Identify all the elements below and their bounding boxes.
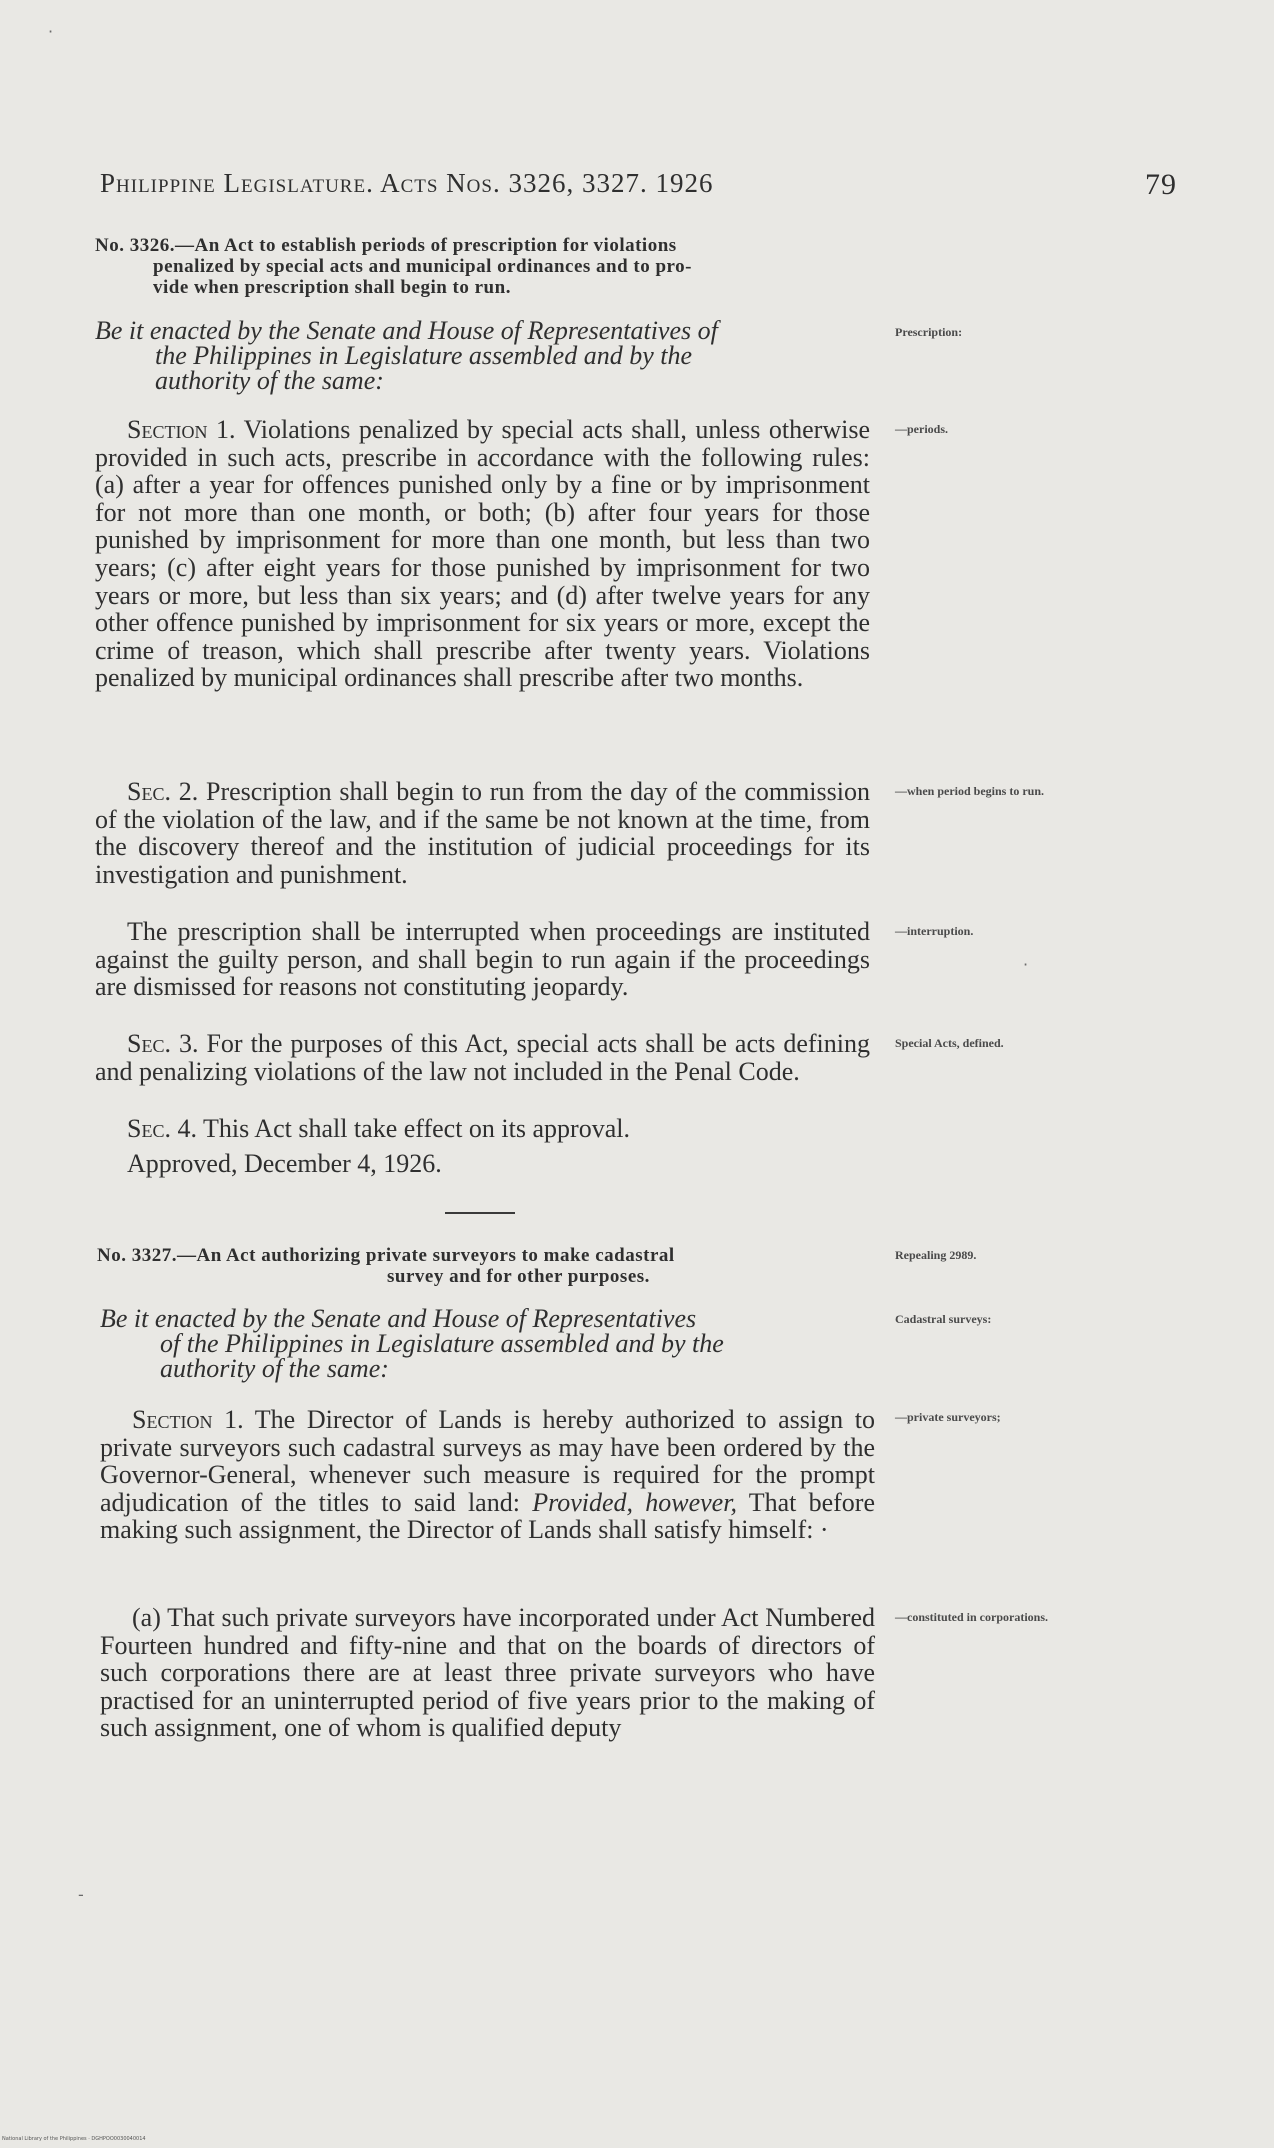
margin-note-when-begins: —when period begins to run. (895, 784, 1045, 798)
act-3327-section-1 (100, 1406, 875, 1544)
section-divider (445, 1212, 515, 1214)
margin-note-special-acts: Special Acts, defined. (895, 1036, 1004, 1050)
act-3326-title-line3: vide when prescription shall begin to run. (153, 277, 511, 298)
section-label: Sec. 2. (127, 777, 199, 806)
act-3326-section-1 (95, 416, 870, 692)
section-label: Sec. 4. (127, 1114, 197, 1143)
section-text-a: The Director of Lands is hereby authorized to assign to private surveyors such cadastral surveys as may have been ordered by the Governor-General, whenever such measure is required for the prompt adjudication of the titles to said land: (100, 1405, 875, 1517)
act-3326-section-2 (95, 778, 870, 888)
act-3326-title-line2: penalized by special acts and municipal ordinances and to pro- (153, 256, 692, 277)
act-3327-title-line2: survey and for other purposes. (387, 1266, 650, 1287)
act-3327-enact-line1: Be it enacted by the Senate and House of Representatives (100, 1304, 697, 1333)
section-label: Sec. 3. (127, 1029, 199, 1058)
act-3326-enact-line3: authority of the same: (155, 366, 384, 395)
act-3327-title-line1: No. 3327.—An Act authorizing private surveyors to make cadastral (97, 1245, 675, 1266)
act-3327-enacting-clause (100, 1306, 875, 1381)
section-text-b: That before making such assignment, the Director of Lands shall satisfy himself: · (100, 1487, 875, 1545)
scan-speck: · (1023, 955, 1029, 974)
margin-note-constituted: —constituted in corporations. (895, 1610, 1048, 1624)
section-label: Section 1. (127, 415, 236, 444)
act-3326-enact-line2: the Philippines in Legislature assembled and by the (155, 341, 693, 370)
act-3327-paragraph-a: (a) That such private surveyors have incorporated under Act Numbered Fourteen hundred and fifty-nine and that on the boards of directors of such corporations there are at least three private surveyors who have practised for an uninterrupted period of five years prior to the making of such assignment, one of whom is qualified deputy (100, 1603, 875, 1743)
section-text: This Act shall take effect on its approval. (196, 1114, 630, 1143)
act-3327-enact-line2: of the Philippines in Legislature assembled and by the (160, 1329, 724, 1358)
margin-note-interruption: —interruption. (895, 924, 974, 938)
margin-note-cadastral: Cadastral surveys: (895, 1312, 992, 1326)
act-3326-section-3 (95, 1030, 870, 1085)
section-label: Section 1. (132, 1405, 244, 1434)
scan-speck: · (48, 22, 54, 41)
act-3326-approved: Approved, December 4, 1926. (127, 1149, 442, 1178)
scan-speck: - (78, 1885, 84, 1904)
running-title: Philippine Legislature. Acts Nos. 3326, 3327. 1926 (100, 168, 714, 198)
act-3326-interruption-paragraph: The prescription shall be interrupted when proceedings are instituted against the guilty person, and shall begin to run again if the proceedings are dismissed for reasons not constituting jeopardy. (95, 917, 870, 1002)
act-3326-title-line1: No. 3326.—An Act to establish periods of prescription for violations (95, 235, 677, 256)
page-number: 79 (1145, 168, 1177, 201)
act-3326-title (95, 235, 870, 298)
act-3327-enact-line3: authority of the same: (160, 1354, 389, 1383)
act-3326-enact-line1: Be it enacted by the Senate and House of Representatives of (95, 316, 718, 345)
margin-note-prescription: Prescription: (895, 325, 963, 339)
section-text: For the purposes of this Act, special acts shall be acts defining and penalizing violations of the law not included in the Penal Code. (95, 1029, 870, 1086)
act-3327-title (97, 1245, 872, 1287)
section-text: Prescription shall begin to run from the day of the commission of the violation of the law, and if the same be not known at the time, from the discovery thereof and the institution of judicial proceedings for its investigation and punishment. (95, 777, 870, 889)
section-text: Violations penalized by special acts shall, unless otherwise provided in such acts, prescribe in accordance with the following rules: (a) after a year for offences punished only by a fine or by imprisonment for not more than one month, or both; (b) after four years for those punished by imprisonment for more than one month, but less than two years; (c) after eight years for those punished by imprisonment for two years or more, but less than six years; and (d) after twelve years for any other offence punished by imprisonment for six years or more, except the crime of treason, which shall prescribe after twenty years. Violations penalized by municipal ordinances shall prescribe after two months. (95, 415, 871, 693)
section-text-italic: Provided, however, (532, 1487, 737, 1517)
act-3326-section-4 (95, 1115, 870, 1143)
margin-note-periods: —periods. (895, 422, 949, 436)
act-3326-enacting-clause (95, 318, 870, 393)
margin-note-private-surveyors: —private surveyors; (895, 1410, 1001, 1424)
margin-note-repealing: Repealing 2989. (895, 1248, 977, 1262)
scan-credit: National Library of the Philippines · DGHPOO0030040014 (2, 2136, 146, 2142)
